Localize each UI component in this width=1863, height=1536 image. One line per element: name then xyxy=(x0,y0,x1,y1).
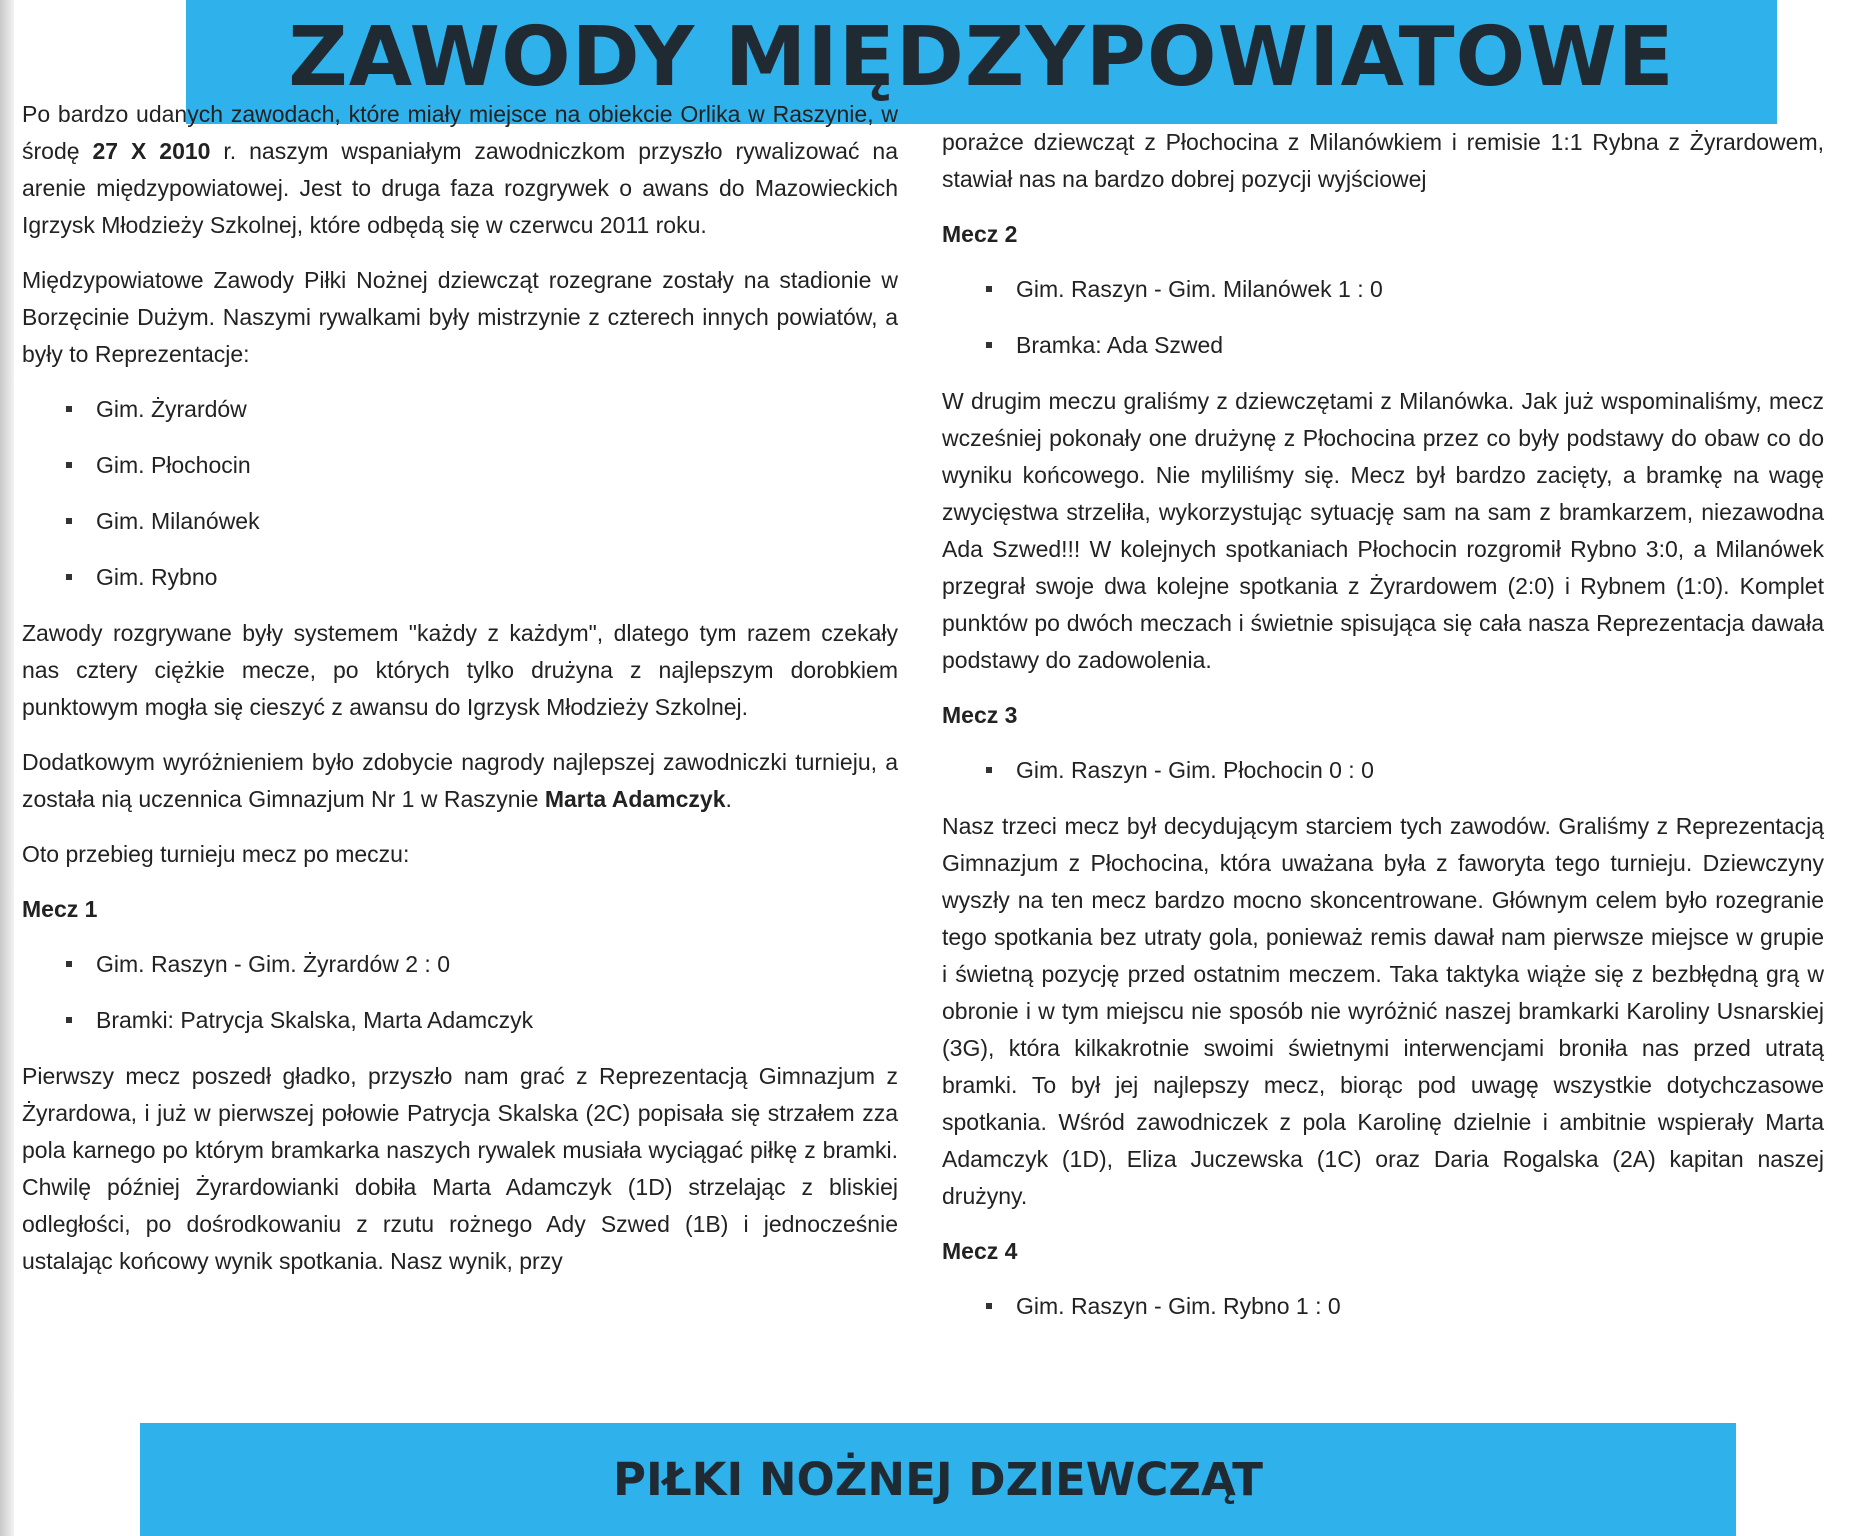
bullet-icon xyxy=(66,1017,72,1023)
list-item: Gim. Raszyn - Gim. Żyrardów 2 : 0 xyxy=(66,946,898,983)
match-2-paragraph: W drugim meczu graliśmy z dziewczętami z Milanówka. Jak już wspominaliśmy, mecz wcześniej pokonały one drużynę z Płochocina przez co były podstawy do obaw co do wyniku końcowego. Nie myliliśmy się. Mecz był bardzo zacięty, a bramkę na wagę zwycięstwa strzeliła, wykorzystując sytuację sam na sam z bramkarzem, niezawodna Ada Szwed!!! W kolejnych spotkaniach Płochocin rozgromił Rybno 3:0, a Milanówek przegrał swoje dwa kolejne spotkania z Żyrardowem (2:0) i Rybnem (1:0). Komplet punktów po dwóch meczach i świetnie spisująca się cała nasza Reprezentacja dawała podstawy do zadowolenia. xyxy=(942,388,1824,673)
bullet-icon xyxy=(986,342,992,348)
bullet-icon xyxy=(66,406,72,412)
match-4-heading: Mecz 4 xyxy=(942,1238,1018,1264)
list-item: Gim. Płochocin xyxy=(66,447,898,484)
list-item: Bramki: Patrycja Skalska, Marta Adamczyk xyxy=(66,1002,898,1039)
award-paragraph: Dodatkowym wyróżnieniem było zdobycie nagrody najlepszej zawodniczki turnieju, a została nią uczennica Gimnazjum Nr 1 w Raszynie Marta Adamczyk. xyxy=(22,749,898,812)
match-3-paragraph: Nasz trzeci mecz był decydującym starciem tych zawodów. Graliśmy z Reprezentacją Gimnazjum z Płochocina, która uważana była z faworyta tego turnieju. Dziewczyny wyszły na ten mecz bardzo mocno skoncentrowane. Głównym celem było rozegranie tego spotkania bez utraty gola, ponieważ remis dawał nam pierwsze miejsce w grupie i świetną pozycję przed ostatnim meczem. Taka taktyka wiąże się z bezbłędną grą w obronie i w tym miejscu nie sposób nie wyróżnić naszej bramkarki Karoliny Usnarskiej (3G), która kilkakrotnie swoimi świetnymi interwencjami broniła nas przed utratą bramki. To był jej najlepszy mecz, biorąc pod uwagę wszystkie dotychczasowe spotkania. Wśród zawodniczek z pola Karolinę dzielnie i ambitnie wspierały Marta Adamczyk (1D), Eliza Juczewska (1C) oraz Daria Rogalska (2A) kapitan naszej drużyny. xyxy=(942,813,1824,1209)
continuation-paragraph: porażce dziewcząt z Płochocina z Milanówkiem i remisie 1:1 Rybna z Żyrardowem, stawiał nas na bardzo dobrej pozycji wyjściowej xyxy=(942,129,1824,192)
tournament-intro: Oto przebieg turnieju mecz po meczu: xyxy=(22,841,410,867)
list-item: Gim. Raszyn - Gim. Płochocin 0 : 0 xyxy=(986,752,1824,789)
event-date: 27 X 2010 xyxy=(92,138,211,164)
match-1-list xyxy=(22,946,898,1039)
intro-paragraph: Po bardzo udanych zawodach, które miały miejsce na obiekcie Orlika w Raszynie, w środę 27 X 2010 r. naszym wspaniałym zawodniczkom przyszło rywalizować na arenie międzypowiatowej. Jest to druga faza rozgrywek o awans do Mazowieckich Igrzysk Młodzieży Szkolnej, które odbędą się w czerwcu 2011 roku. xyxy=(22,101,898,238)
page-title: ZAWODY MIĘDZYPOWIATOWE xyxy=(186,0,1777,124)
bullet-icon xyxy=(66,574,72,580)
match-1-heading: Mecz 1 xyxy=(22,896,98,922)
list-item: Gim. Milanówek xyxy=(66,503,898,540)
list-item: Gim. Żyrardów xyxy=(66,391,898,428)
list-item: Gim. Raszyn - Gim. Rybno 1 : 0 xyxy=(986,1288,1824,1325)
venue-paragraph: Międzypowiatowe Zawody Piłki Nożnej dziewcząt rozegrane zostały na stadionie w Borzęcinie Dużym. Naszymi rywalkami były mistrzynie z czterech innych powiatów, a były to Reprezentacje: xyxy=(22,267,898,367)
match-2-list xyxy=(942,271,1824,364)
match-3-list xyxy=(942,752,1824,789)
bullet-icon xyxy=(66,518,72,524)
match-4-list xyxy=(942,1288,1824,1325)
bullet-icon xyxy=(66,961,72,967)
format-paragraph: Zawody rozgrywane były systemem "każdy z każdym", dlatego tym razem czekały nas cztery ciężkie mecze, po których tylko drużyna z najlepszym dorobkiem punktowym mogła się cieszyć z awansu do Igrzysk Młodzieży Szkolnej. xyxy=(22,620,898,720)
bullet-icon xyxy=(66,462,72,468)
left-column xyxy=(22,96,898,1496)
match-1-paragraph: Pierwszy mecz poszedł gładko, przyszło nam grać z Reprezentacją Gimnazjum z Żyrardowa, i już w pierwszej połowie Patrycja Skalska (2C) popisała się strzałem zza pola karnego po którym bramkarka naszych rywalek musiała wyciągać piłkę z bramki. Chwilę później Żyrardowianki dobiła Marta Adamczyk (1D) strzelając z bliskiej odległości, po dośrodkowaniu z rzutu rożnego Ady Szwed (1B) i jednocześnie ustalając końcowy wynik spotkania. Nasz wynik, przy xyxy=(22,1063,898,1274)
match-2-heading: Mecz 2 xyxy=(942,221,1018,247)
teams-list xyxy=(22,391,898,596)
list-item: Gim. Rybno xyxy=(66,559,898,596)
bullet-icon xyxy=(986,1303,992,1309)
match-3-heading: Mecz 3 xyxy=(942,702,1018,728)
best-player-name: Marta Adamczyk xyxy=(544,786,726,812)
page-spine-shadow xyxy=(0,0,14,1536)
list-item: Bramka: Ada Szwed xyxy=(986,327,1824,364)
right-column xyxy=(942,124,1824,1524)
bullet-icon xyxy=(986,286,992,292)
bullet-icon xyxy=(986,767,992,773)
page-subtitle-banner: PIŁKI NOŻNEJ DZIEWCZĄT xyxy=(140,1423,1736,1536)
list-item: Gim. Raszyn - Gim. Milanówek 1 : 0 xyxy=(986,271,1824,308)
